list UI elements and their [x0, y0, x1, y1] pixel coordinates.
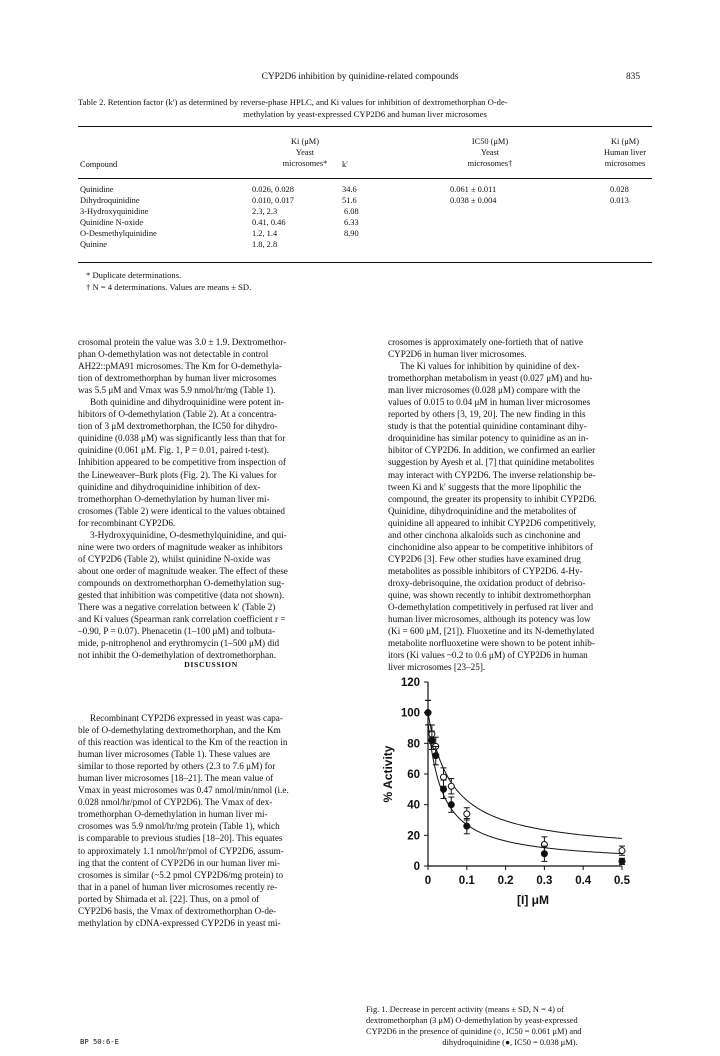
- x-axis-label: [I] μM: [517, 893, 549, 907]
- left-column-line: was 5.5 μM and Vmax was 5.9 nmol/hr/mg (Table 1).: [78, 385, 276, 396]
- discussion-line: Recombinant CYP2D6 expressed in yeast was capa-: [90, 713, 283, 723]
- right-column-line: values of 0.015 to 0.04 μM in human liver microsomes: [388, 397, 591, 408]
- y-tick-label: 80: [407, 738, 420, 751]
- discussion-line: ing that the content of CYP2D6 in our human liver mi-: [78, 857, 281, 868]
- discussion-text: [78, 712, 344, 929]
- dihydroquinidine-point: [448, 802, 454, 808]
- figure-caption-line: Fig. 1. Decrease in percent activity (means ± SD, N = 4) of: [366, 1005, 564, 1014]
- dihydroquinidine-point: [464, 823, 470, 829]
- y-tick-label: 0: [413, 861, 420, 873]
- discussion-line: to approximately 1.1 nmol/hr/pmol of CYP2D6, assum-: [78, 845, 284, 856]
- right-column-line: human liver microsomes, although its potency was low: [388, 614, 591, 625]
- left-column-line: Inhibition appeared to be competitive from inspection of: [78, 457, 286, 468]
- discussion-line: human liver microsomes [18–21]. The mean value of: [78, 773, 274, 784]
- right-column-line: Quinidine, dihydroquinidine and the metabolites of: [388, 505, 577, 516]
- header-ki-liver: [596, 136, 654, 169]
- footnote-n4: † N = 4 determinations. Values are means ± SD.: [86, 282, 252, 292]
- discussion-line: is comparable to previous studies [18–20]. This equates: [78, 833, 283, 844]
- table-footnotes: [86, 269, 251, 293]
- table-row: [80, 228, 654, 239]
- discussion-line: crosomes was 5.9 nmol/hr/mg protein (Table 1), which: [78, 821, 280, 832]
- header-ki-liver-3: microsomes: [604, 159, 646, 168]
- discussion-line: tromethorphan O-demethylation in human liver mi-: [78, 809, 268, 820]
- table-row: [80, 195, 654, 206]
- cell-ki-yeast: 1.2, 1.4: [252, 229, 278, 238]
- figure-1-chart: [366, 670, 656, 910]
- dihydroquinidine-point: [429, 737, 435, 743]
- right-column-line: itors (Ki values ~0.2 to 0.6 μM) of CYP2D6 in human: [388, 650, 588, 661]
- dihydroquinidine-point: [425, 710, 431, 716]
- header-compound: Compound: [80, 160, 118, 169]
- left-column-line: AH22::pMA91 microsomes. The Km for O-demethyla-: [78, 361, 282, 372]
- x-tick-label: 0.2: [497, 875, 514, 887]
- discussion-line: crosomes is similar (~5.2 pmol CYP2D6/mg protein) to: [78, 869, 284, 880]
- cell-compound: O-Desmethylquinidine: [80, 229, 157, 238]
- right-column-line: may interact with CYP2D6. The inverse relationship be-: [388, 469, 596, 480]
- left-column-line: quinidine (0.038 μM) was significantly less than that for: [78, 433, 286, 444]
- quinidine-point: [619, 848, 625, 854]
- left-column-line: quinidine (0.061 μM. Fig. 1, P = 0.01, paired t-test).: [78, 445, 269, 456]
- quinidine-point: [464, 811, 470, 817]
- discussion-line: human liver microsomes (Table 1). These values are: [78, 749, 271, 760]
- table-row: [80, 239, 654, 250]
- left-column-line: about one order of magnitude weaker. The effect of these: [78, 565, 288, 576]
- footer-mark: BP 50:6-E: [80, 1037, 119, 1046]
- right-column-line: O-demethylation competitively in perfused rat liver and: [388, 602, 594, 613]
- right-column-line: compound, the greater its propensity to inhibit CYP2D6.: [388, 493, 597, 504]
- discussion-line: ble of O-demethylating dextromethorphan, and the Km: [78, 725, 281, 736]
- right-column-line: droquinidine has similar potency to quinidine as an in-: [388, 433, 589, 444]
- right-column-line: CYP2D6 in human liver microsomes.: [388, 349, 527, 360]
- left-column-text: [78, 336, 344, 661]
- right-column-line: metabolite norfluoxetine were shown to be potent inhib-: [388, 638, 595, 649]
- header-ki-yeast-3: microsomes*: [282, 159, 328, 168]
- left-column-line: mide, p-nitrophenol and erythromycin (1–500 μM) did: [78, 638, 280, 649]
- x-tick-label: 0: [424, 875, 432, 887]
- cell-ic50: 0.061 ± 0.011: [450, 185, 497, 194]
- cell-compound: Quinidine N-oxide: [80, 218, 144, 227]
- cell-ic50: 0.038 ± 0.004: [450, 196, 497, 205]
- header-ic50-1: IC50 (μM): [471, 137, 509, 146]
- y-tick-label: 60: [407, 769, 420, 781]
- y-tick-label: 20: [407, 830, 420, 843]
- table-row: [80, 184, 654, 195]
- header-ic50-3: microsomes†: [467, 159, 513, 168]
- figure-caption-line: dextromethorphan (3 μM) O-demethylation by yeast-expressed: [366, 1016, 578, 1025]
- cell-compound: Quinidine: [80, 185, 114, 194]
- left-column-line: Both quinidine and dihydroquinidine were potent in-: [90, 397, 284, 408]
- right-column-line: quinidine all appeared to inhibit CYP2D6 competitively,: [388, 517, 596, 528]
- running-title: CYP2D6 inhibition by quinidine-related compounds: [261, 72, 459, 82]
- figure-caption-line: CYP2D6 in the presence of quinidine (○, IC50 = 0.061 μM) and: [366, 1027, 582, 1036]
- right-column-line: crosomes is approximately one-fortieth that of native: [388, 337, 583, 347]
- right-column-line: CYP2D6 [3]. Few other studies have examined drug: [388, 553, 581, 564]
- header-k-prime: k′: [342, 160, 349, 169]
- left-column-line: phan O-demethylation was not detectable in control: [78, 349, 269, 360]
- cell-ki-yeast: 0.026, 0.028: [252, 185, 294, 194]
- left-column-line: the Lineweaver–Burk plots (Fig. 2). The Ki values for: [78, 469, 277, 480]
- left-column-line: –0.90, P = 0.07). Phenacetin (1–100 μM) and tolbuta-: [78, 626, 276, 637]
- left-column-line: quinidine and dihydroquinidine inhibition of dex-: [78, 481, 261, 492]
- cell-k-prime: 6.33: [344, 218, 359, 227]
- right-column-line: droxy-debrisoquine, the oxidation product of debriso-: [388, 577, 586, 588]
- left-column-line: 3-Hydroxyquinidine, O-desmethylquinidine, and qui-: [90, 529, 287, 540]
- cell-ki-yeast: 1.8, 2.8: [252, 240, 278, 249]
- page-number: 835: [625, 72, 640, 82]
- table-row: [80, 217, 654, 228]
- left-column-line: of CYP2D6 (Table 2), whilst quinidine N-oxide was: [78, 553, 271, 564]
- cell-ki-yeast: 0.010, 0.017: [252, 196, 294, 205]
- x-tick-label: 0.5: [614, 875, 630, 887]
- left-column-line: gested that inhibition was competitive (data not shown).: [78, 589, 285, 600]
- discussion-line: that in a panel of human liver microsomes recently re-: [78, 881, 278, 892]
- y-tick-label: 100: [400, 707, 420, 720]
- left-column-line: not inhibit the O-demethylation of dextromethorphan.: [78, 650, 276, 661]
- right-column-line: tween Ki and k′ suggests that the more lipophilic the: [388, 481, 582, 492]
- cell-k-prime: 8.90: [344, 229, 359, 238]
- header-ki-yeast-1: Ki (μM): [291, 137, 319, 146]
- right-column-line: liver microsomes [23–25].: [388, 662, 486, 673]
- right-column-line: cinchonidine also appear to be competitive inhibitors of: [388, 541, 593, 552]
- y-tick-label: 40: [407, 799, 420, 812]
- cell-compound: Dihydroquinidine: [80, 196, 140, 205]
- y-tick-label: 120: [400, 677, 420, 689]
- cell-k-prime: 6.08: [344, 207, 359, 216]
- left-column-line: nine were two orders of magnitude weaker as inhibitors: [78, 541, 283, 552]
- y-axis-label: % Activity: [381, 745, 395, 803]
- cell-k-prime: 51.6: [342, 196, 357, 205]
- right-column-line: suggestion by Ayesh et al. [7] that quinidine metabolites: [388, 457, 595, 468]
- left-column-line: crosomal protein the value was 3.0 ± 1.9. Dextromethor-: [78, 337, 287, 347]
- cell-ki-liver: 0.028: [610, 185, 629, 194]
- table-caption: [78, 96, 652, 120]
- dihydroquinidine-point: [541, 851, 547, 857]
- quinidine-fit-curve: [428, 713, 622, 839]
- dihydroquinidine-point: [619, 858, 625, 864]
- discussion-heading: DISCUSSION: [184, 660, 238, 669]
- table-bottom-rule: [78, 262, 652, 263]
- figure-caption-line: dihydroquinidine (●, IC50 = 0.038 μM).: [442, 1038, 578, 1047]
- discussion-line: 0.028 nmol/hr/pmol of CYP2D6). The Vmax of dex-: [78, 797, 273, 808]
- discussion-line: similar to those reported by others (2.3 to 7.6 μM) for: [78, 761, 276, 772]
- right-column-line: The Ki values for inhibition by quinidine of dex-: [400, 361, 580, 372]
- table-row: [80, 206, 654, 217]
- left-column-line: hibitors of O-demethylation (Table 2). At a concentra-: [78, 409, 277, 420]
- cell-compound: 3-Hydroxyquinidine: [80, 207, 149, 216]
- right-column-line: man liver microsomes (0.028 μM) compare with the: [388, 385, 581, 396]
- x-tick-label: 0.1: [458, 875, 475, 887]
- footnote-duplicate: * Duplicate determinations.: [86, 270, 182, 280]
- left-column-line: There was a negative correlation between k′ (Table 2): [78, 602, 276, 613]
- left-column-line: tion of dextromethorphan by human liver microsomes: [78, 373, 277, 384]
- right-column-line: reported by others [3, 19, 20]. The new finding in this: [388, 409, 586, 420]
- x-tick-label: 0.3: [536, 875, 553, 887]
- quinidine-point: [448, 783, 454, 789]
- discussion-line: ported by Shimada et al. [22]. Thus, on a pmol of: [78, 893, 260, 904]
- table-header-rule: [78, 178, 652, 179]
- header-ic50-2: Yeast: [480, 148, 500, 157]
- discussion-line: methylation by cDNA-expressed CYP2D6 in yeast mi-: [78, 917, 281, 928]
- left-column-line: compounds on dextromethorphan O-demethylation sug-: [78, 577, 285, 588]
- cell-ki-yeast: 0.41, 0.46: [252, 218, 286, 227]
- table-caption-line1: Table 2. Retention factor (k′) as determined by reverse-phase HPLC, and Ki values for inhibition of dextromethorphan O-de-: [78, 97, 508, 107]
- header-ki-yeast-2: Yeast: [295, 148, 315, 157]
- header-ic50-yeast: [440, 136, 540, 169]
- cell-ki-yeast: 2.3, 2.3: [252, 207, 278, 216]
- right-column-text: [388, 336, 654, 673]
- dihydroquinidine-point: [441, 786, 447, 792]
- table-caption-line2: methylation by yeast-expressed CYP2D6 and human liver microsomes: [243, 109, 487, 119]
- header-ki-liver-1: Ki (μM): [611, 137, 639, 146]
- dihydroquinidine-fit-curve: [428, 723, 622, 854]
- right-column-line: metabolites as possible inhibitors of CYP2D6. 4-Hy-: [388, 565, 583, 576]
- left-column-line: and Ki values (Spearman rank correlation coefficient r =: [78, 614, 286, 625]
- header-ki-yeast: [260, 136, 350, 169]
- right-column-line: hibitor of CYP2D6. In addition, we confirmed an earlier: [388, 445, 596, 456]
- discussion-line: of this reaction was identical to the Km of the reaction in: [78, 737, 288, 748]
- cell-ki-liver: 0.013: [610, 196, 629, 205]
- left-column-line: tion of 3 μM dextromethorphan, the IC50 for dihydro-: [78, 421, 278, 432]
- right-column-line: tromethorphan metabolism in yeast (0.027 μM) and hu-: [388, 373, 593, 384]
- cell-compound: Quinine: [80, 240, 107, 249]
- figure-1-caption: [366, 1004, 654, 1048]
- cell-k-prime: 34.6: [342, 185, 357, 194]
- table-body: [80, 184, 654, 250]
- discussion-line: CYP2D6 basis, the Vmax of dextromethorphan O-de-: [78, 905, 277, 916]
- dihydroquinidine-point: [433, 753, 439, 759]
- table-top-rule: [78, 126, 652, 127]
- x-tick-label: 0.4: [575, 875, 592, 887]
- right-column-line: (Ki = 600 μM, [21]). Fluoxetine and its N-demethylated: [388, 626, 595, 637]
- header-ki-liver-2: Human liver: [603, 148, 647, 157]
- quinidine-point: [441, 774, 447, 780]
- right-column-line: and other cinchona alkaloids such as cinchonine and: [388, 529, 581, 540]
- left-column-line: tromethorphan O-demethylation by human liver mi-: [78, 493, 270, 504]
- right-column-line: study is that the potential quinidine contaminant dihy-: [388, 421, 587, 432]
- discussion-line: Vmax in yeast microsomes was 0.47 nmol/min/nmol (i.e.: [78, 785, 289, 796]
- left-column-line: crosomes (Table 2) were identical to the values obtained: [78, 505, 286, 516]
- left-column-line: for recombinant CYP2D6.: [78, 517, 176, 528]
- right-column-line: quine, was shown recently to inhibit dextromethorphan: [388, 589, 591, 600]
